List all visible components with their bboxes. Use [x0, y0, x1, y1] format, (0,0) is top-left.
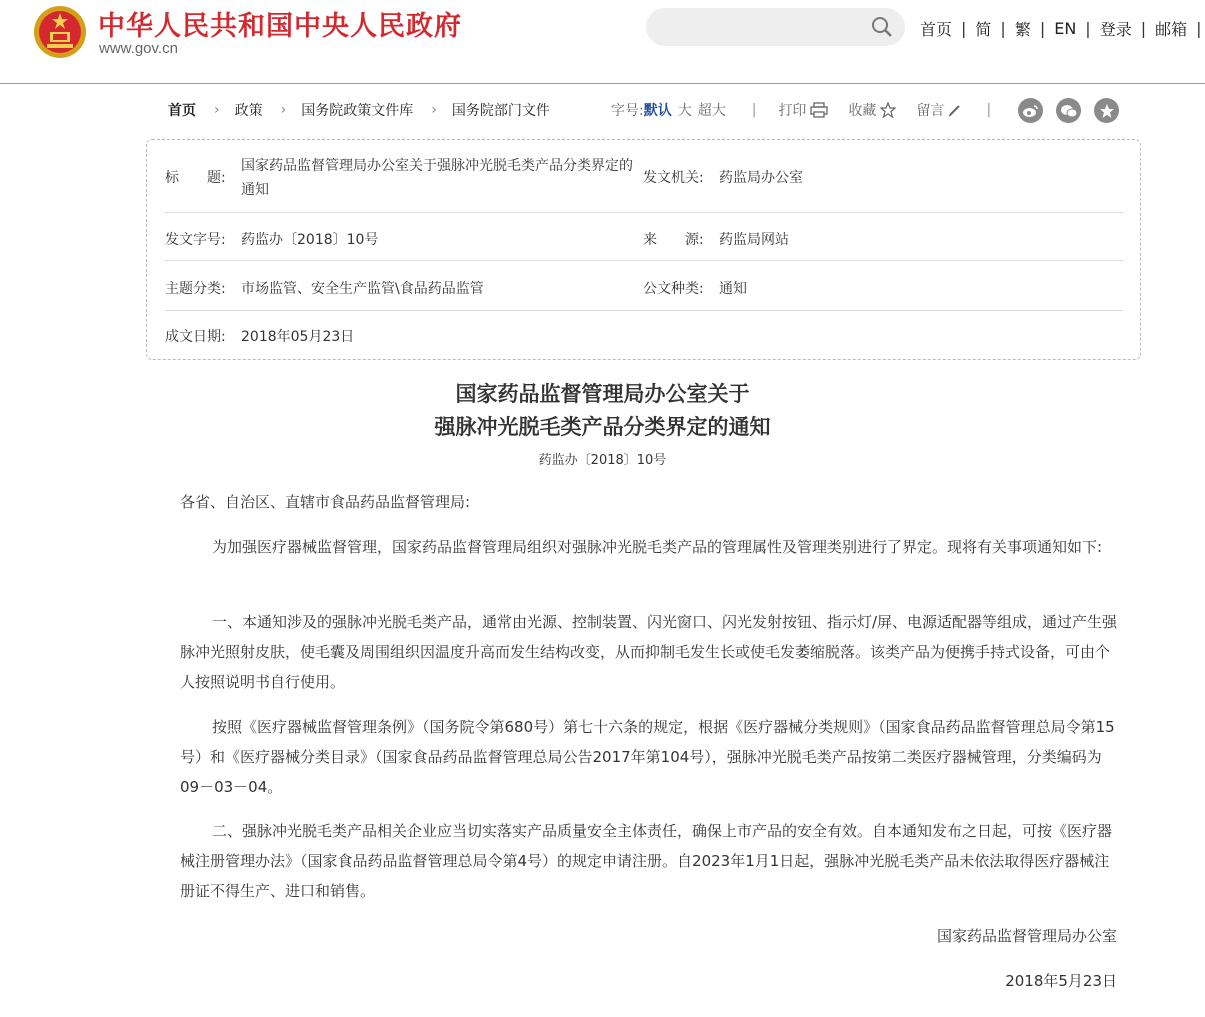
- article-paragraph: 一、本通知涉及的强脉冲光脱毛类产品，通常由光源、控制装置、闪光窗口、闪光发射按钮、指示灯/屏、电源适配器等组成，通过产生强脉冲光照射皮肤，使毛囊及周围组织因温度升高而发生结构改变，从而抑制毛发生长或使毛发萎缩脱落。该类产品为便携手持式设备，可由个人按照说明书自行使用。: [180, 613, 1118, 691]
- doc-type-value: 通知: [719, 281, 747, 297]
- nav-separator: |: [1196, 19, 1202, 38]
- font-size-large[interactable]: 大: [677, 103, 692, 119]
- nav-login[interactable]: 登录: [1099, 20, 1132, 39]
- subject-key: 主题分类:: [165, 281, 226, 297]
- nav-separator: |: [961, 19, 967, 38]
- date-value: 2018年05月23日: [241, 329, 355, 345]
- doc-type-key: 公文种类:: [643, 281, 704, 297]
- favorite-label: 收藏: [848, 103, 877, 119]
- site-header: [0, 0, 1205, 84]
- star-share-icon[interactable]: [1094, 98, 1119, 123]
- star-icon: [880, 102, 896, 118]
- font-size-label: 字号:: [611, 103, 644, 119]
- article-paragraph: 按照《医疗器械监督管理条例》（国务院令第680号）第七十六条的规定，根据《医疗器械分类规则》（国家食品药品监督管理总局令第15号）和《医疗器械分类目录》（国家食品药品监督管理总局公告2017年第104号），强脉冲光脱毛类产品按第二类医疗器械管理，分类编码为09－03－04。: [180, 718, 1115, 796]
- nav-simplified[interactable]: 简: [975, 20, 992, 39]
- nav-mail[interactable]: 邮箱: [1155, 20, 1188, 39]
- article-paragraph: 二、强脉冲光脱毛类产品相关企业应当切实落实产品质量安全主体责任，确保上市产品的安全有效。自本通知发布之日起，可按《医疗器械注册管理办法》（国家食品药品监督管理总局令第4号）的规定申请注册。自2023年1月1日起，强脉冲光脱毛类产品未依法取得医疗器械注册证不得生产、进口和销售。: [180, 822, 1113, 900]
- breadcrumb-policy[interactable]: 政策: [234, 103, 263, 119]
- tools-separator: |: [751, 102, 757, 118]
- nav-english[interactable]: EN: [1054, 19, 1077, 38]
- source-key: 来 源:: [643, 232, 704, 248]
- info-row: [165, 213, 1123, 261]
- document-info-table: [146, 139, 1141, 360]
- search-input[interactable]: [646, 8, 905, 46]
- site-title[interactable]: 中华人民共和国中央人民政府: [98, 11, 462, 42]
- font-size-default[interactable]: 默认: [643, 103, 672, 119]
- site-url[interactable]: www.gov.cn: [99, 40, 178, 57]
- nav-home[interactable]: 首页: [920, 20, 953, 39]
- subject-value: 市场监管、安全生产监管\食品药品监管: [241, 281, 484, 297]
- share-bar: [1018, 98, 1132, 123]
- article-doc-number: 药监办〔2018〕10号: [538, 453, 667, 468]
- comment-button[interactable]: [916, 100, 962, 120]
- weibo-icon[interactable]: [1018, 98, 1043, 123]
- top-nav: [920, 17, 1205, 40]
- print-button[interactable]: [778, 100, 828, 120]
- doc-number-key: 发文字号:: [165, 232, 226, 248]
- chevron-right-icon: ›: [280, 102, 287, 118]
- national-emblem-icon[interactable]: [33, 5, 87, 59]
- nav-separator: |: [1039, 19, 1046, 38]
- printer-icon: [810, 102, 828, 118]
- info-row: [165, 261, 1123, 311]
- tools-separator: |: [986, 102, 992, 118]
- article-title-line1: 国家药品监督管理局办公室关于: [455, 381, 750, 406]
- doc-number-value: 药监办〔2018〕10号: [241, 232, 379, 248]
- article-signer: 国家药品监督管理局办公室: [936, 927, 1117, 945]
- article-sign-date: 2018年5月23日: [1005, 972, 1117, 990]
- breadcrumb-policy-library[interactable]: 国务院政策文件库: [301, 103, 414, 119]
- issuer-key: 发文机关:: [643, 170, 704, 186]
- article-paragraph: 为加强医疗器械监督管理，国家药品监督管理局组织对强脉冲光脱毛类产品的管理属性及管理类别进行了界定。现将有关事项通知如下:: [212, 538, 1103, 556]
- nav-separator: |: [1085, 19, 1091, 38]
- date-key: 成文日期:: [165, 329, 226, 345]
- font-size-xlarge[interactable]: 超大: [697, 103, 726, 119]
- breadcrumb-department-docs[interactable]: 国务院部门文件: [451, 103, 550, 119]
- comment-label: 留言: [916, 103, 945, 119]
- chevron-right-icon: ›: [431, 102, 437, 118]
- info-row: [165, 311, 1123, 359]
- breadcrumb: [168, 100, 550, 120]
- nav-separator: |: [1000, 19, 1006, 38]
- pencil-icon: [948, 103, 962, 117]
- title-value: 国家药品监督管理局办公室关于强脉冲光脱毛类产品分类界定的通知: [241, 158, 633, 198]
- favorite-button[interactable]: [848, 100, 896, 120]
- info-row: [165, 152, 1123, 213]
- print-label: 打印: [778, 103, 807, 119]
- title-key: 标 题:: [165, 170, 226, 186]
- article-title-line2: 强脉冲光脱毛类产品分类界定的通知: [434, 414, 771, 439]
- breadcrumb-home[interactable]: 首页: [168, 103, 196, 119]
- issuer-value: 药监局办公室: [719, 170, 803, 186]
- nav-separator: |: [1140, 19, 1147, 38]
- source-value: 药监局网站: [719, 232, 789, 248]
- nav-traditional[interactable]: 繁: [1014, 20, 1031, 39]
- wechat-icon[interactable]: [1056, 98, 1081, 123]
- chevron-right-icon: ›: [214, 102, 220, 118]
- page-tools: [611, 100, 991, 120]
- search-icon[interactable]: [871, 16, 893, 38]
- article-salutation: 各省、自治区、直辖市食品药品监督管理局:: [180, 493, 471, 511]
